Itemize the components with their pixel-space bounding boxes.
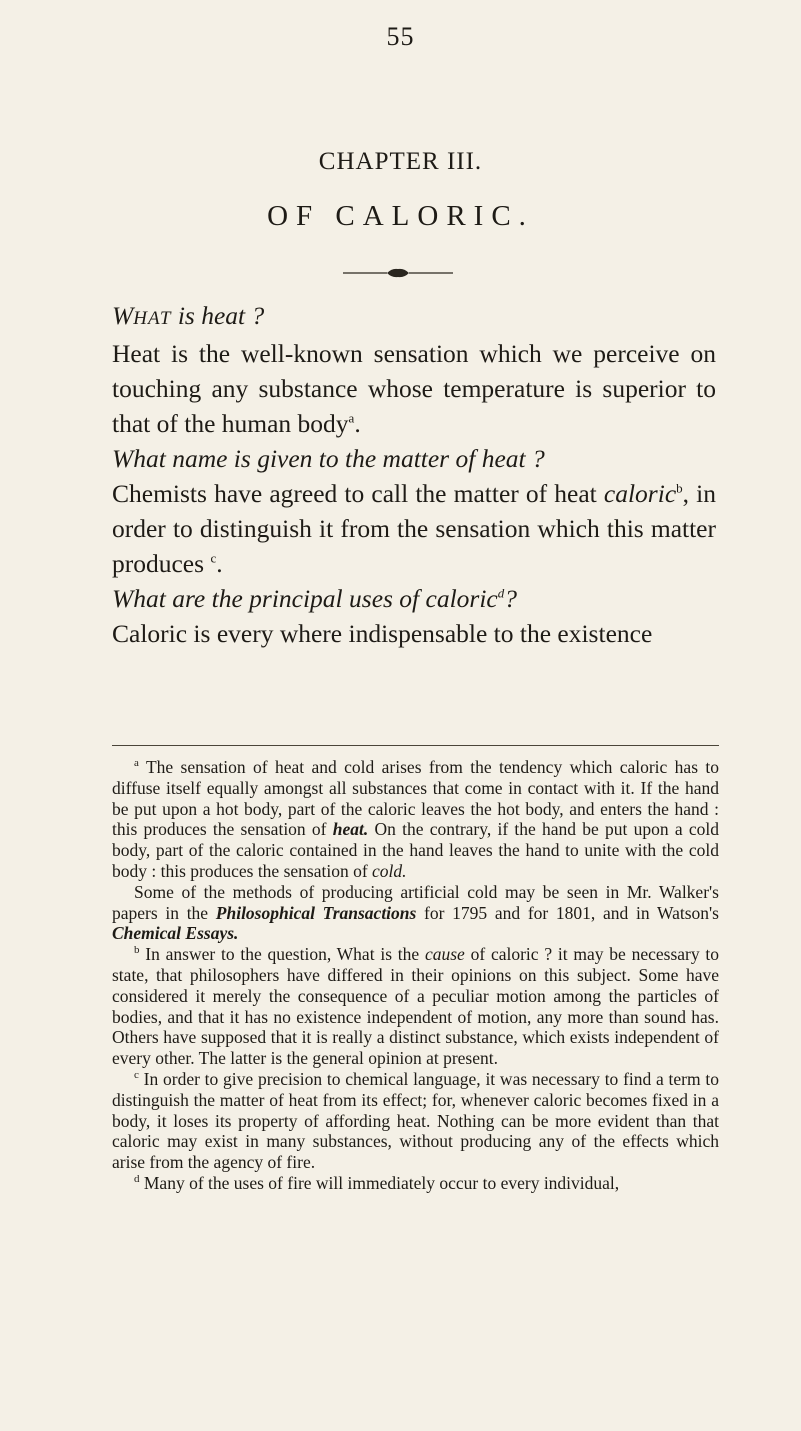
footnote-ref-b: b xyxy=(676,480,683,496)
ornament-divider xyxy=(343,266,453,280)
footnotes xyxy=(112,757,719,1194)
answer-2: Chemists have agreed to call the matter of heat caloric$^b$, in order to distinguish it from the sensation which this matter produces $^c$. xyxy=(112,479,716,578)
footnote-a-continued: Some of the methods of producing artificial cold may be seen in Mr. Walker's papers in the Philosophical Transactions for 1795 and for 1801, and in Watson's Chemical Essays. xyxy=(112,881,719,944)
footnote-a: $^a$ The sensation of heat and cold arises from the tendency which caloric has to diffuse itself equally amongst all substances that come in contact with it. If the hand be put upon a hot body, part of the caloric leaves the hot body, and enters the hand : this produces the sensation of heat. On the contrary, if the hand be put upon a cold body, part of the caloric contained in the hand leaves the hand to unite with the cold body : this produces the sensation of cold. xyxy=(112,757,720,881)
term-caloric: caloric xyxy=(603,479,677,508)
drop-initial: W xyxy=(112,301,134,330)
footnote-d: $^d$ Many of the uses of fire will immediately occur to every individual, xyxy=(134,1172,620,1193)
footnote-c: $^c$ In order to give precision to chemical language, it was necessary to find a term to distinguish the matter of heat from its effect; for, whenever caloric becomes fixed in a body, it loses its property of affording heat. Nothing can be more evident than that caloric may exist in many substances, without producing any of the effects which arise from the agency of fire. xyxy=(112,1068,719,1173)
footnote-ref-c: c xyxy=(210,550,217,566)
footnote-ref-d: d xyxy=(497,585,505,601)
main-text xyxy=(112,298,716,651)
question-3: What are the principal uses of caloric$^d$? xyxy=(112,584,517,613)
chapter-title: OF CALORIC. xyxy=(267,200,534,232)
page-number: 55 xyxy=(386,22,415,51)
answer-3: Caloric is every where indispensable to the existence xyxy=(112,619,653,648)
footnote-b: $^b$ In answer to the question, What is the cause of caloric ? it may be necessary to state, that philosophers have differed in their opinions on this subject. Some have considered it merely the consequence of a peculiar motion among the particles of bodies, and that it has no existence independent of motion, any more than sound has. Others have supposed that it is really a distinct substance, which exists independent of every other. The latter is the general opinion at present. xyxy=(112,944,719,1069)
chapter-heading: CHAPTER III. xyxy=(318,148,483,175)
footnote-rule xyxy=(112,745,719,746)
question-2: What name is given to the matter of heat ? xyxy=(112,444,545,473)
small-caps-word: HAT xyxy=(133,308,172,329)
answer-1: Heat is the well-known sensation which we perceive on touching any substance whose temperature is superior to that of the human body$^a$. xyxy=(112,339,716,438)
footnote-ref-a: a xyxy=(348,410,355,426)
question-1: WHAT is heat ? xyxy=(112,301,265,330)
